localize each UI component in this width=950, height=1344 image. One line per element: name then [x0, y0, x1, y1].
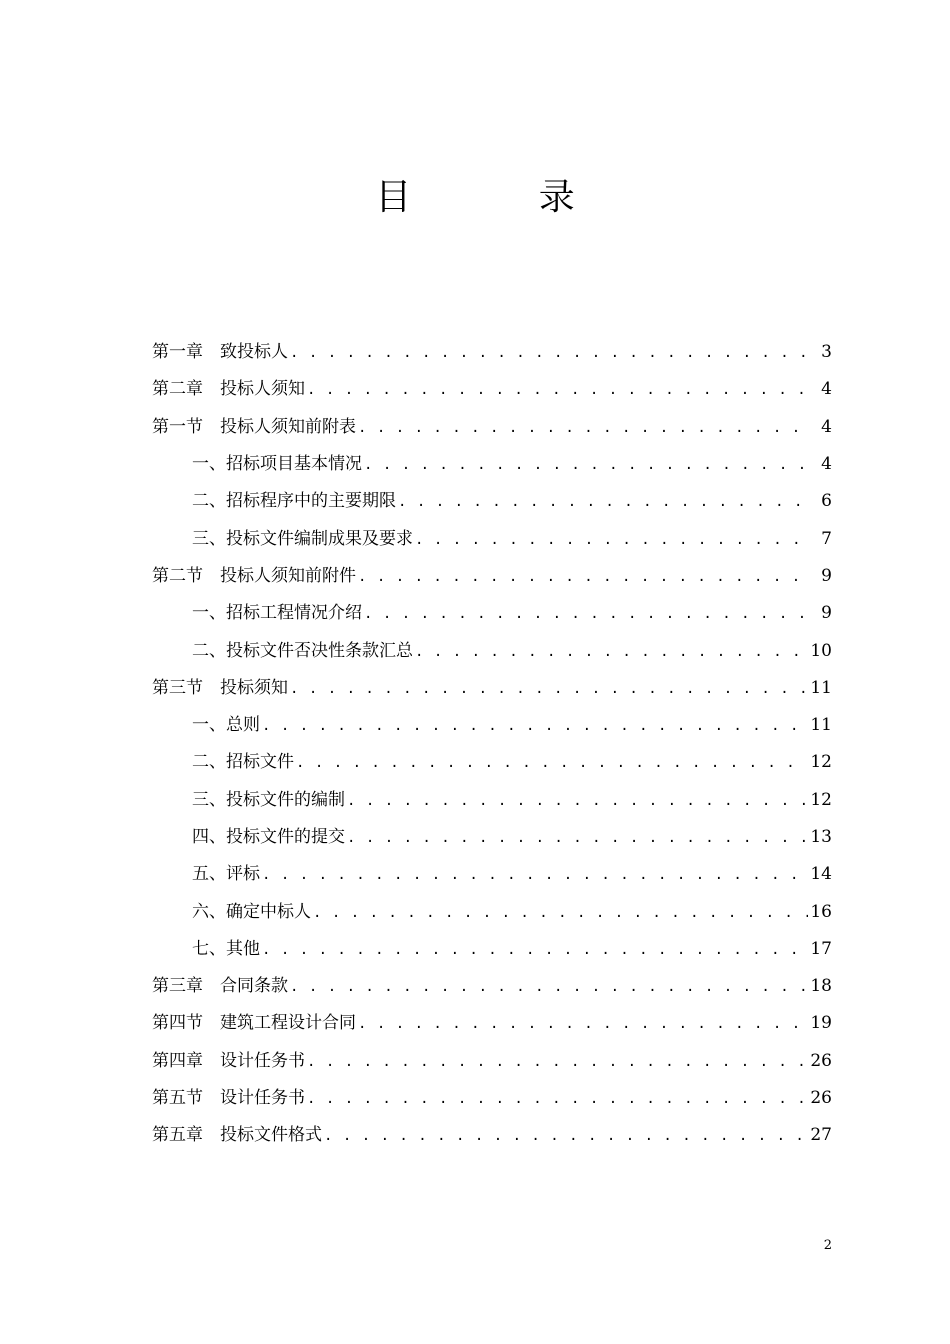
toc-entry-label: 第一节 投标人须知前附表: [152, 416, 356, 437]
toc-entry[interactable]: [152, 558, 832, 595]
dot-leader: [358, 410, 812, 447]
toc-entry[interactable]: [152, 446, 832, 483]
toc-entry[interactable]: [152, 483, 832, 520]
toc-entry-label: 五、评标: [192, 864, 260, 885]
toc-entry[interactable]: [152, 334, 832, 371]
toc-entry-page: 9: [821, 603, 832, 624]
dot-leader: [364, 447, 812, 484]
toc-entry-label: 第一章 致投标人: [152, 342, 288, 363]
toc-entry[interactable]: [152, 1117, 832, 1154]
toc-entry[interactable]: [152, 819, 832, 856]
toc-entry-page: 12: [810, 789, 832, 810]
toc-entry-label: 二、招标程序中的主要期限: [192, 491, 396, 512]
dot-leader: [415, 634, 808, 671]
dot-leader: [307, 372, 812, 409]
dot-leader: [307, 1081, 808, 1118]
toc-entry-page: 7: [821, 528, 832, 549]
toc-entry[interactable]: [152, 931, 832, 968]
toc-entry-page: 14: [810, 864, 832, 885]
dot-leader: [290, 969, 808, 1006]
dot-leader: [296, 745, 808, 782]
toc-title: 目 录: [375, 177, 633, 218]
toc-entry-page: 6: [821, 491, 832, 512]
toc-entry-page: 18: [810, 976, 832, 997]
dot-leader: [262, 708, 808, 745]
toc-entry-label: 一、招标工程情况介绍: [192, 603, 362, 624]
toc-entry-label: 三、投标文件的编制: [192, 789, 345, 810]
dot-leader: [398, 484, 812, 521]
dot-leader: [364, 596, 812, 633]
toc-entry[interactable]: [152, 520, 832, 557]
dot-leader: [347, 820, 808, 857]
dot-leader: [262, 857, 808, 894]
toc-entry[interactable]: [152, 670, 832, 707]
dot-leader: [290, 671, 808, 708]
toc-entry-page: 4: [821, 379, 832, 400]
dot-leader: [290, 335, 812, 372]
toc-entry-page: 27: [810, 1125, 832, 1146]
toc-entry[interactable]: [152, 1080, 832, 1117]
toc-entry[interactable]: [152, 632, 832, 669]
toc-entry[interactable]: [152, 409, 832, 446]
page-number: 2: [823, 1238, 832, 1253]
toc-entry-label: 第二章 投标人须知: [152, 379, 305, 400]
toc-entry[interactable]: [152, 707, 832, 744]
toc-entry-page: 11: [810, 715, 832, 736]
toc-entry-label: 一、招标项目基本情况: [192, 454, 362, 475]
toc-entry-page: 12: [810, 752, 832, 773]
toc-entry-label: 第四节 建筑工程设计合同: [152, 1013, 356, 1034]
dot-leader: [358, 1006, 808, 1043]
toc-entry-page: 13: [810, 827, 832, 847]
toc-entry-page: 4: [821, 454, 832, 475]
toc-entry[interactable]: [152, 595, 832, 632]
toc-entry-label: 第二节 投标人须知前附件: [152, 565, 356, 586]
toc-entry-page: 19: [810, 1013, 832, 1034]
toc-entry-page: 9: [821, 565, 832, 586]
toc-entry-page: 11: [810, 677, 832, 698]
dot-leader: [313, 895, 808, 932]
toc-entry[interactable]: [152, 744, 832, 781]
toc-entry-label: 二、投标文件否决性条款汇总: [192, 640, 413, 661]
toc-entry[interactable]: [152, 856, 832, 893]
toc-entry-label: 四、投标文件的提交: [192, 827, 345, 847]
toc-entry-label: 六、确定中标人: [192, 901, 311, 922]
toc-entry-label: 第三节 投标须知: [152, 677, 288, 698]
dot-leader: [358, 559, 812, 596]
toc-entry-label: 二、招标文件: [192, 752, 294, 773]
toc-entry[interactable]: [152, 1005, 832, 1042]
table-of-contents: [152, 334, 832, 1155]
dot-leader: [262, 932, 808, 969]
dot-leader: [347, 783, 808, 820]
toc-entry-label: 第五章 投标文件格式: [152, 1125, 322, 1146]
dot-leader: [324, 1118, 808, 1155]
toc-entry[interactable]: [152, 782, 832, 819]
toc-entry-label: 第四章 设计任务书: [152, 1050, 305, 1071]
toc-entry-label: 一、总则: [192, 715, 260, 736]
toc-entry-page: 4: [821, 416, 832, 437]
toc-entry-label: 第五节 设计任务书: [152, 1088, 305, 1109]
toc-entry-page: 3: [821, 342, 832, 363]
toc-entry[interactable]: [152, 1043, 832, 1080]
toc-entry-page: 17: [810, 938, 832, 959]
dot-leader: [415, 522, 812, 559]
toc-entry-label: 三、投标文件编制成果及要求: [192, 528, 413, 549]
toc-entry-page: 10: [810, 640, 832, 661]
toc-entry[interactable]: [152, 371, 832, 408]
toc-entry[interactable]: [152, 968, 832, 1005]
toc-entry-page: 26: [810, 1088, 832, 1109]
toc-entry-label: 七、其他: [192, 938, 260, 959]
toc-entry[interactable]: [152, 893, 832, 930]
toc-entry-label: 第三章 合同条款: [152, 976, 288, 997]
toc-entry-page: 26: [810, 1050, 832, 1071]
toc-entry-page: 16: [810, 901, 832, 922]
dot-leader: [307, 1044, 808, 1081]
